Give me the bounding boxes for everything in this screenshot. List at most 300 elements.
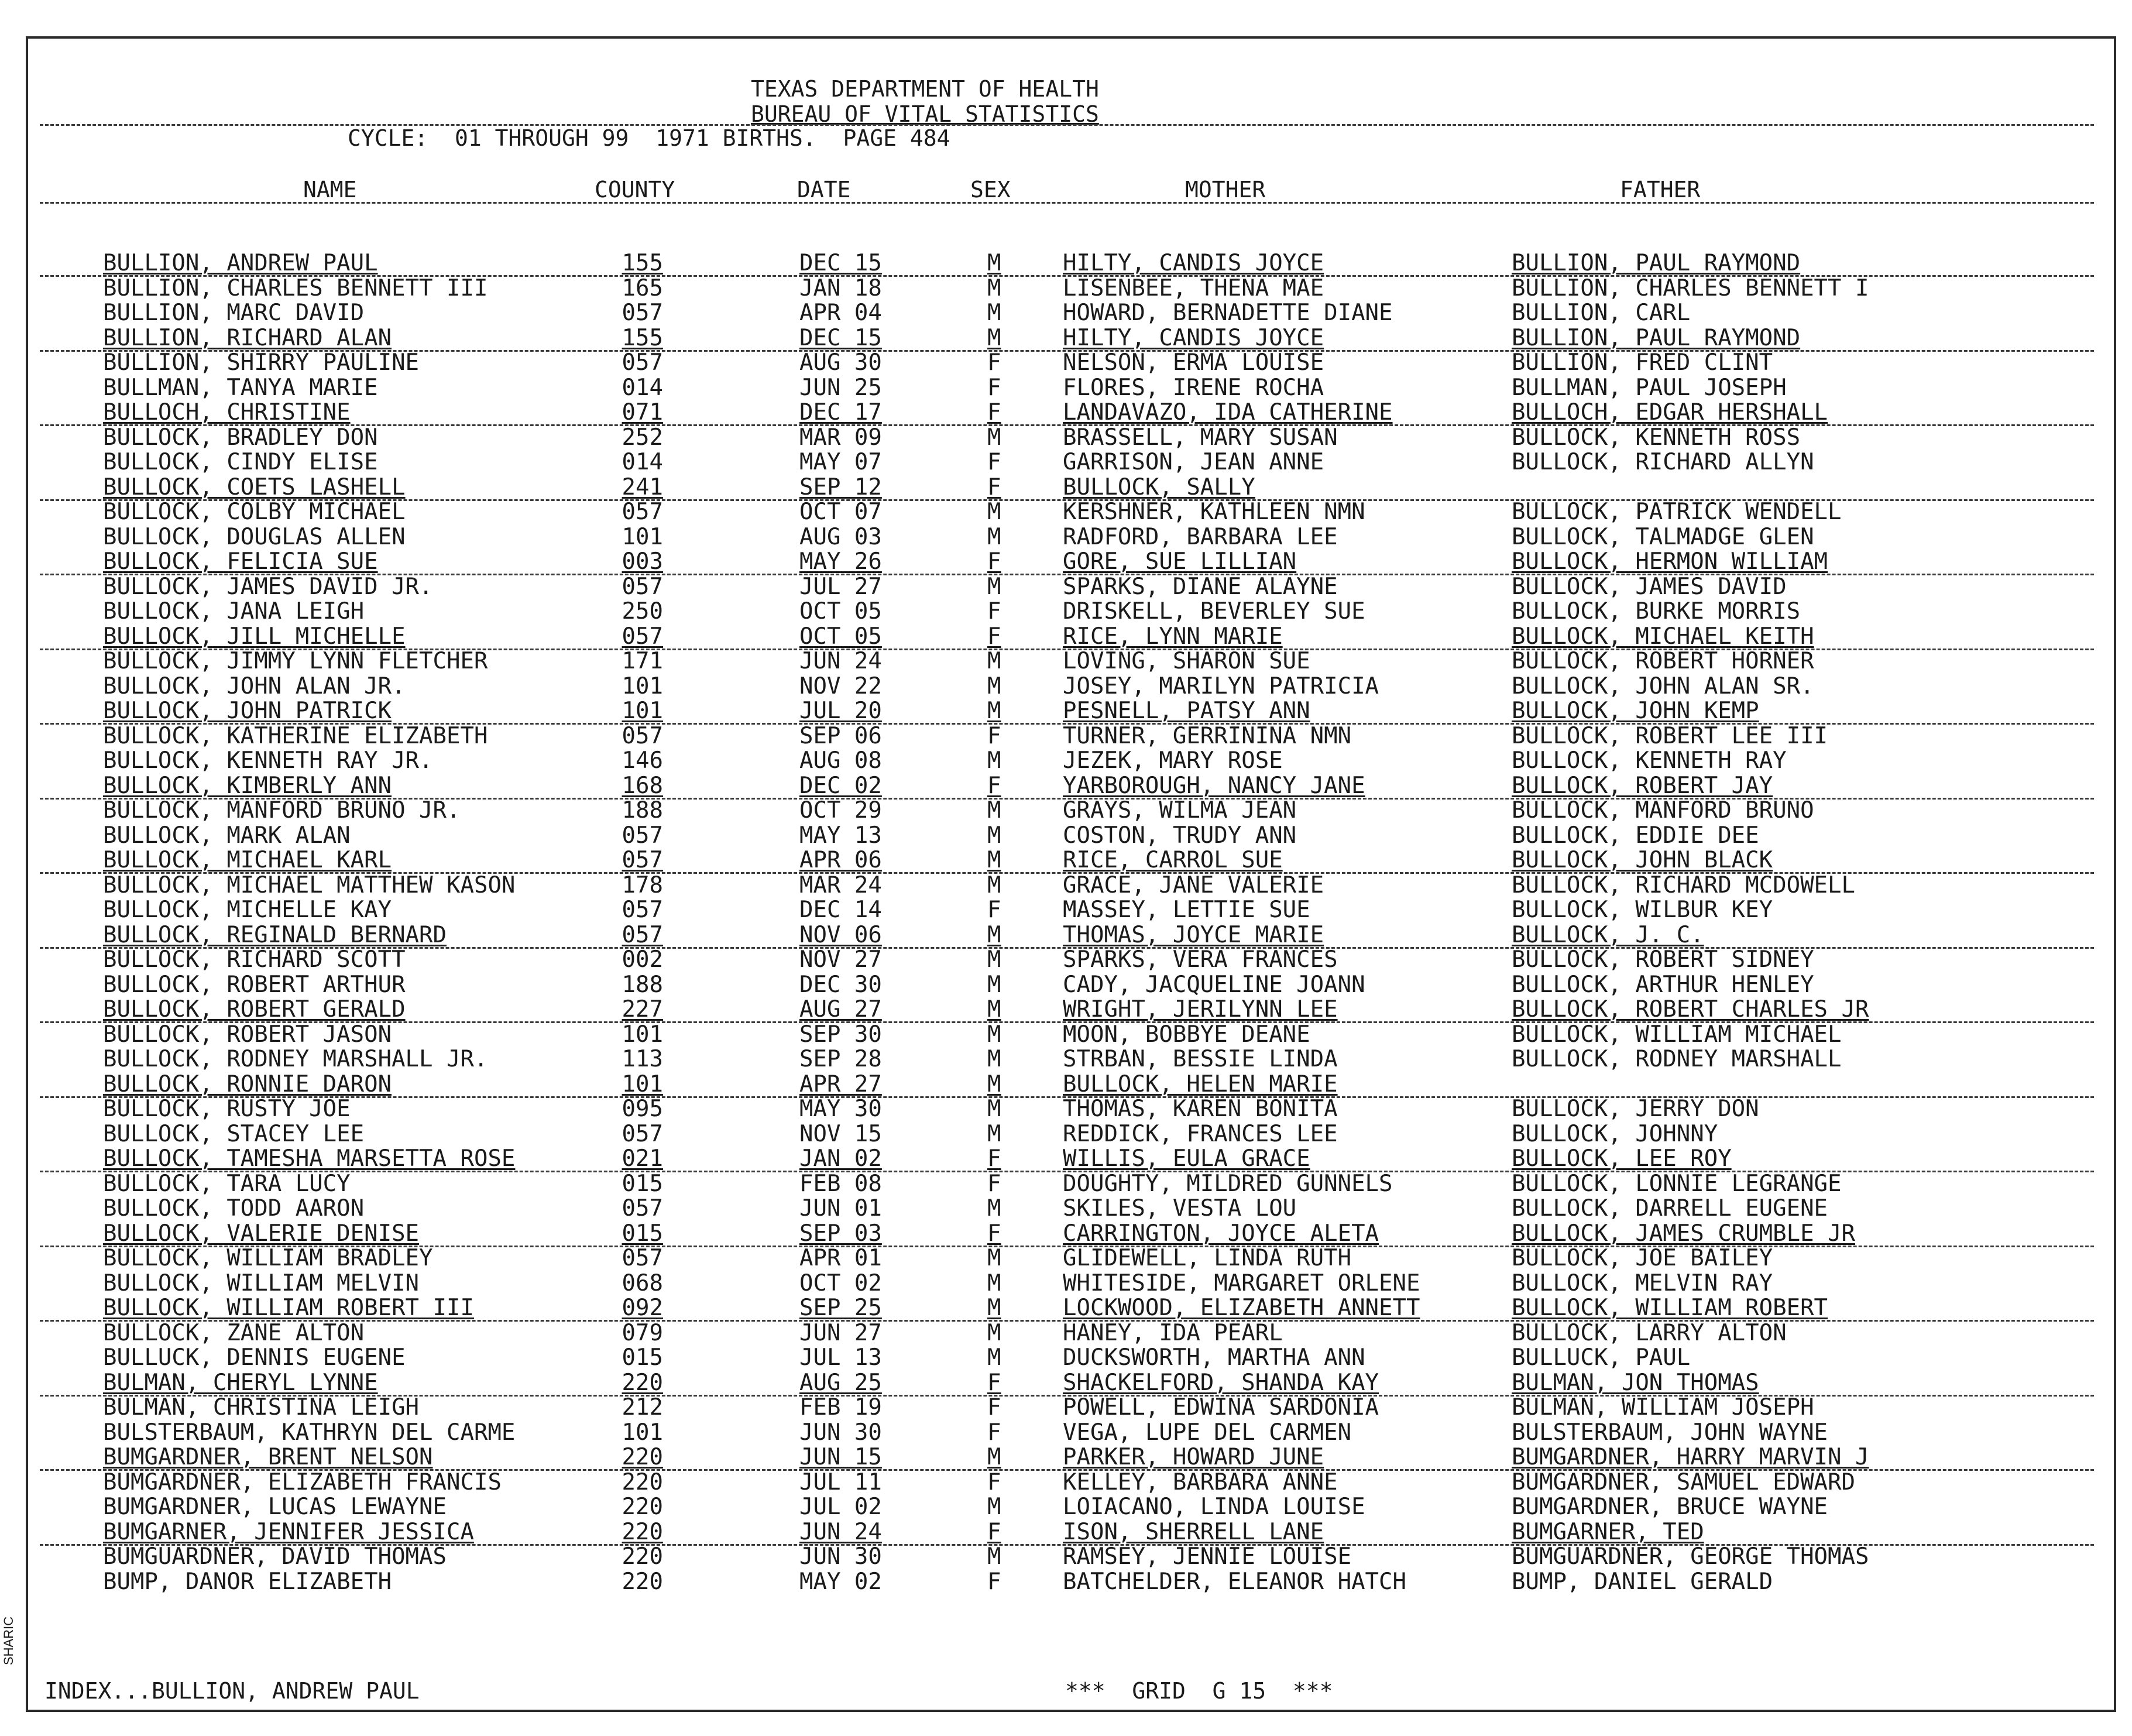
cell-father: BULSTERBAUM, JOHN WAYNE: [1512, 1419, 1828, 1446]
cell-father: BULLION, CHARLES BENNETT I: [1512, 275, 1869, 301]
cell-county: 057: [622, 822, 663, 849]
cell-date: AUG 27: [799, 996, 882, 1023]
cell-name: BULLOCK, JAMES DAVID JR.: [103, 573, 433, 600]
table-row: [0, 1446, 2132, 1471]
cell-name: BULLOCK, RONNIE DARON: [103, 1071, 392, 1097]
cell-date: AUG 30: [799, 349, 882, 376]
cell-date: JUL 02: [799, 1494, 882, 1520]
cell-father: BUMGARNER, TED: [1512, 1518, 1704, 1545]
table-row: [0, 1222, 2132, 1247]
cell-name: BUMGUARDNER, DAVID THOMAS: [103, 1543, 447, 1570]
cell-name: BULLOCK, ROBERT ARTHUR: [103, 971, 406, 998]
table-row: [0, 500, 2132, 526]
cell-date: JUN 01: [799, 1195, 882, 1222]
cell-mother: GLIDEWELL, LINDA RUTH: [1063, 1245, 1352, 1271]
cell-county: 057: [622, 847, 663, 873]
cell-date: NOV 27: [799, 946, 882, 973]
cell-father: BULLOCK, RICHARD ALLYN: [1512, 449, 1814, 475]
cell-sex: M: [987, 1270, 1001, 1296]
cell-father: BULLOCK, MELVIN RAY: [1512, 1270, 1773, 1296]
cell-mother: CARRINGTON, JOYCE ALETA: [1063, 1220, 1379, 1247]
cell-mother: HANEY, IDA PEARL: [1063, 1319, 1283, 1346]
table-row: [0, 1471, 2132, 1496]
table-row: [0, 849, 2132, 874]
cell-date: NOV 22: [799, 673, 882, 699]
cell-county: 101: [622, 1419, 663, 1446]
table-row: [0, 277, 2132, 302]
cell-date: OCT 02: [799, 1270, 882, 1296]
cell-name: BULLOCK, REGINALD BERNARD: [103, 921, 447, 948]
cell-father: BULLMAN, PAUL JOSEPH: [1512, 374, 1787, 401]
cell-mother: DRISKELL, BEVERLEY SUE: [1063, 598, 1365, 625]
table-row: [0, 699, 2132, 725]
cell-date: MAY 26: [799, 548, 882, 575]
table-row: [0, 1147, 2132, 1172]
cell-name: BULSTERBAUM, KATHRYN DEL CARME: [103, 1419, 516, 1446]
cell-mother: WILLIS, EULA GRACE: [1063, 1145, 1310, 1172]
cell-sex: M: [987, 946, 1001, 973]
cell-date: DEC 17: [799, 399, 882, 426]
table-row: [0, 1421, 2132, 1446]
cell-date: FEB 08: [799, 1170, 882, 1197]
cell-father: BULLOCK, ROBERT LEE III: [1512, 722, 1828, 749]
cell-mother: RICE, CARROL SUE: [1063, 847, 1283, 873]
cell-father: BULLOCK, ARTHUR HENLEY: [1512, 971, 1814, 998]
cell-sex: M: [987, 1046, 1001, 1072]
cell-mother: LISENBEE, THENA MAE: [1063, 275, 1324, 301]
cell-county: 057: [622, 349, 663, 376]
cell-county: 155: [622, 250, 663, 276]
cell-sex: F: [987, 399, 1001, 426]
bureau-title: BUREAU OF VITAL STATISTICS: [751, 101, 1099, 127]
cell-father: BULLOCK, BURKE MORRIS: [1512, 598, 1801, 625]
column-header-sex: SEX: [970, 177, 1011, 203]
cell-mother: JEZEK, MARY ROSE: [1063, 747, 1283, 774]
table-row: [0, 401, 2132, 426]
cell-date: JAN 02: [799, 1145, 882, 1172]
cell-name: BUMGARNER, JENNIFER JESSICA: [103, 1518, 474, 1545]
cell-name: BULMAN, CHERYL LYNNE: [103, 1369, 378, 1396]
cell-sex: M: [987, 847, 1001, 873]
cell-county: 220: [622, 1369, 663, 1396]
cell-date: DEC 14: [799, 897, 882, 923]
table-row: [0, 1495, 2132, 1521]
table-row: [0, 675, 2132, 700]
table-row: [0, 1272, 2132, 1297]
cell-name: BUMGARDNER, LUCAS LEWAYNE: [103, 1494, 447, 1520]
cell-county: 057: [622, 300, 663, 326]
cell-county: 057: [622, 722, 663, 749]
cell-date: SEP 06: [799, 722, 882, 749]
table-row: [0, 1346, 2132, 1371]
cell-date: JUN 25: [799, 374, 882, 401]
cell-county: 188: [622, 797, 663, 824]
cell-name: BUMP, DANOR ELIZABETH: [103, 1568, 392, 1595]
cell-mother: REDDICK, FRANCES LEE: [1063, 1120, 1338, 1147]
cell-father: BULLOCK, RODNEY MARSHALL: [1512, 1046, 1842, 1072]
cell-father: BULLOCK, PATRICK WENDELL: [1512, 499, 1842, 525]
cell-county: 220: [622, 1469, 663, 1495]
cell-mother: POWELL, EDWINA SARDONIA: [1063, 1394, 1379, 1421]
cell-father: BULLOCK, HERMON WILLIAM: [1512, 548, 1828, 575]
cell-mother: PESNELL, PATSY ANN: [1063, 698, 1310, 724]
table-row: [0, 1073, 2132, 1098]
cell-mother: BULLOCK, HELEN MARIE: [1063, 1071, 1338, 1097]
cell-sex: M: [987, 822, 1001, 849]
cell-date: JUN 24: [799, 1518, 882, 1545]
cell-date: MAY 30: [799, 1096, 882, 1122]
grid-footer: *** GRID G 15 ***: [1065, 1678, 1333, 1704]
cell-name: BULLUCK, DENNIS EUGENE: [103, 1344, 406, 1371]
cell-sex: F: [987, 1419, 1001, 1446]
cell-mother: STRBAN, BESSIE LINDA: [1063, 1046, 1338, 1072]
cell-father: BULLOCK, EDDIE DEE: [1512, 822, 1759, 849]
table-row: [0, 1197, 2132, 1222]
cell-date: JUN 30: [799, 1543, 882, 1570]
column-header-name: NAME: [303, 177, 357, 203]
cell-name: BULLOCK, JIMMY LYNN FLETCHER: [103, 648, 488, 674]
cell-county: 014: [622, 449, 663, 475]
table-row: [0, 1545, 2132, 1570]
cell-county: 146: [622, 747, 663, 774]
cell-mother: VEGA, LUPE DEL CARMEN: [1063, 1419, 1352, 1446]
cell-sex: M: [987, 996, 1001, 1023]
table-row: [0, 1570, 2132, 1596]
cell-mother: ISON, SHERRELL LANE: [1063, 1518, 1324, 1545]
cell-date: SEP 28: [799, 1046, 882, 1072]
cell-sex: M: [987, 872, 1001, 898]
cell-mother: YARBOROUGH, NANCY JANE: [1063, 772, 1365, 799]
cell-mother: BRASSELL, MARY SUSAN: [1063, 424, 1338, 451]
table-row: [0, 1023, 2132, 1048]
cell-father: BULLOCK, TALMADGE GLEN: [1512, 523, 1814, 550]
agency-title: TEXAS DEPARTMENT OF HEALTH: [751, 76, 1099, 102]
cell-name: BULLOCK, ROBERT GERALD: [103, 996, 406, 1023]
column-header-county: COUNTY: [595, 177, 675, 203]
cell-date: SEP 03: [799, 1220, 882, 1247]
cell-date: OCT 07: [799, 499, 882, 525]
cell-name: BUMGARDNER, BRENT NELSON: [103, 1444, 433, 1470]
column-header-date: DATE: [797, 177, 851, 203]
cell-name: BULLOCK, MICHAEL KARL: [103, 847, 392, 873]
cell-sex: F: [987, 1220, 1001, 1247]
cell-sex: F: [987, 1369, 1001, 1396]
cell-father: BULLOCK, ROBERT JAY: [1512, 772, 1773, 799]
cell-father: BUMGARDNER, BRUCE WAYNE: [1512, 1494, 1828, 1520]
cell-mother: HILTY, CANDIS JOYCE: [1063, 250, 1324, 276]
cell-sex: M: [987, 698, 1001, 724]
cell-father: BULLOCK, WILLIAM MICHAEL: [1512, 1021, 1842, 1048]
table-row: [0, 1371, 2132, 1397]
cell-county: 252: [622, 424, 663, 451]
cell-father: BULLOCK, WILLIAM ROBERT: [1512, 1295, 1828, 1321]
cell-sex: F: [987, 623, 1001, 650]
cell-county: 014: [622, 374, 663, 401]
table-row: [0, 550, 2132, 575]
cell-name: BULLOCK, JOHN ALAN JR.: [103, 673, 406, 699]
cell-sex: M: [987, 250, 1001, 276]
cell-mother: NELSON, ERMA LOUISE: [1063, 349, 1324, 376]
cell-sex: F: [987, 1568, 1001, 1595]
cell-father: BULMAN, WILLIAM JOSEPH: [1512, 1394, 1814, 1421]
cell-father: BULLION, CARL: [1512, 300, 1691, 326]
cell-sex: M: [987, 499, 1001, 525]
cell-county: 155: [622, 324, 663, 351]
cell-county: 101: [622, 698, 663, 724]
cell-county: 003: [622, 548, 663, 575]
cell-mother: MOON, BOBBYE DEANE: [1063, 1021, 1310, 1048]
cell-father: BULLOCK, ROBERT CHARLES JR: [1512, 996, 1869, 1023]
cell-sex: M: [987, 1494, 1001, 1520]
cell-sex: M: [987, 797, 1001, 824]
table-row: [0, 600, 2132, 625]
table-row: [0, 824, 2132, 849]
cell-county: 101: [622, 673, 663, 699]
table-row: [0, 722, 2132, 750]
table-row: [0, 1296, 2132, 1322]
cell-date: AUG 03: [799, 523, 882, 550]
cell-county: 015: [622, 1220, 663, 1247]
cell-father: BUMP, DANIEL GERALD: [1512, 1568, 1773, 1595]
cell-sex: M: [987, 1295, 1001, 1321]
cycle-line: CYCLE: 01 THROUGH 99 1971 BIRTHS. PAGE 484: [348, 125, 950, 151]
cell-sex: M: [987, 1195, 1001, 1222]
cell-father: BULLION, PAUL RAYMOND: [1512, 324, 1801, 351]
cell-date: FEB 19: [799, 1394, 882, 1421]
cell-sex: M: [987, 1021, 1001, 1048]
table-row: [0, 476, 2132, 501]
cell-name: BULLOCK, TARA LUCY: [103, 1170, 351, 1197]
table-row: [0, 650, 2132, 675]
table-row: [0, 1120, 2132, 1148]
cell-name: BULLOCK, RICHARD SCOTT: [103, 946, 406, 973]
cell-sex: F: [987, 722, 1001, 749]
cell-name: BULMAN, CHRISTINA LEIGH: [103, 1394, 420, 1421]
cell-name: BULLOCK, JANA LEIGH: [103, 598, 365, 625]
cell-mother: SPARKS, DIANE ALAYNE: [1063, 573, 1338, 600]
cell-sex: F: [987, 897, 1001, 923]
cell-county: 241: [622, 474, 663, 500]
cell-name: BULLION, SHIRRY PAULINE: [103, 349, 420, 376]
cell-date: MAY 02: [799, 1568, 882, 1595]
cell-mother: DOUGHTY, MILDRED GUNNELS: [1063, 1170, 1393, 1197]
cell-mother: GRAYS, WILMA JEAN: [1063, 797, 1297, 824]
cell-mother: KELLEY, BARBARA ANNE: [1063, 1469, 1338, 1495]
cell-sex: F: [987, 1145, 1001, 1172]
cell-date: JUL 20: [799, 698, 882, 724]
cell-father: BULLION, FRED CLINT: [1512, 349, 1773, 376]
cell-date: MAY 07: [799, 449, 882, 475]
cell-date: APR 06: [799, 847, 882, 873]
cell-county: 057: [622, 1195, 663, 1222]
cell-date: JUN 15: [799, 1444, 882, 1470]
cell-mother: HOWARD, BERNADETTE DIANE: [1063, 300, 1393, 326]
cell-father: BULLOCK, KENNETH RAY: [1512, 747, 1787, 774]
column-header-rule: [40, 202, 2094, 204]
index-footer: INDEX...BULLION, ANDREW PAUL: [44, 1678, 420, 1704]
cell-date: JUN 30: [799, 1419, 882, 1446]
cell-date: OCT 05: [799, 623, 882, 650]
cell-name: BULLOCK, DOUGLAS ALLEN: [103, 523, 406, 550]
cell-date: MAR 24: [799, 872, 882, 898]
table-row: [0, 1247, 2132, 1272]
cell-name: BULLOCK, RUSTY JOE: [103, 1096, 351, 1122]
cell-date: AUG 08: [799, 747, 882, 774]
cell-name: BULLOCK, MICHAEL MATTHEW KASON: [103, 872, 516, 898]
table-row: [0, 874, 2132, 899]
cell-county: 057: [622, 499, 663, 525]
cell-father: BULLOCK, JOHN ALAN SR.: [1512, 673, 1814, 699]
cell-father: BULLOCK, JOHN KEMP: [1512, 698, 1759, 724]
cell-date: JUL 11: [799, 1469, 882, 1495]
cell-name: BULLOCK, JILL MICHELLE: [103, 623, 406, 650]
cell-name: BULLOCK, KIMBERLY ANN: [103, 772, 392, 799]
cell-county: 220: [622, 1518, 663, 1545]
cell-mother: TURNER, GERRININA NMN: [1063, 722, 1352, 749]
cell-name: BULLMAN, TANYA MARIE: [103, 374, 378, 401]
table-row: [0, 1518, 2132, 1546]
cell-mother: GORE, SUE LILLIAN: [1063, 548, 1297, 575]
cell-date: MAY 13: [799, 822, 882, 849]
cell-sex: M: [987, 747, 1001, 774]
cell-date: MAR 09: [799, 424, 882, 451]
cell-county: 095: [622, 1096, 663, 1122]
cell-name: BULLOCK, JOHN PATRICK: [103, 698, 392, 724]
cell-father: BULLOCK, LEE ROY: [1512, 1145, 1732, 1172]
table-row: [0, 1396, 2132, 1421]
cell-father: BULLOCK, J. C.: [1512, 921, 1704, 948]
cell-name: BULLOCK, KATHERINE ELIZABETH: [103, 722, 488, 749]
cell-county: 188: [622, 971, 663, 998]
table-row: [0, 625, 2132, 650]
cell-name: BULLOCK, CINDY ELISE: [103, 449, 378, 475]
cell-mother: WRIGHT, JERILYNN LEE: [1063, 996, 1338, 1023]
cell-date: SEP 30: [799, 1021, 882, 1048]
table-row: [0, 1097, 2132, 1123]
cell-name: BULLOCK, STACEY LEE: [103, 1120, 365, 1147]
cell-sex: F: [987, 474, 1001, 500]
cell-father: BULLOCK, DARRELL EUGENE: [1512, 1195, 1828, 1222]
cell-name: BULLOCK, COLBY MICHAEL: [103, 499, 406, 525]
table-row: [0, 898, 2132, 924]
cell-mother: SKILES, VESTA LOU: [1063, 1195, 1297, 1222]
cell-date: JUN 24: [799, 648, 882, 674]
cell-mother: WHITESIDE, MARGARET ORLENE: [1063, 1270, 1420, 1296]
cell-county: 178: [622, 872, 663, 898]
cell-name: BULLOCK, MARK ALAN: [103, 822, 351, 849]
cell-date: NOV 06: [799, 921, 882, 948]
cell-father: BULLOCK, WILBUR KEY: [1512, 897, 1773, 923]
cell-sex: M: [987, 300, 1001, 326]
cell-sex: F: [987, 1469, 1001, 1495]
cell-father: BULLOCH, EDGAR HERSHALL: [1512, 399, 1828, 426]
cell-name: BULLOCH, CHRISTINE: [103, 399, 351, 426]
cell-name: BULLOCK, ZANE ALTON: [103, 1319, 365, 1346]
cell-name: BULLOCK, WILLIAM ROBERT III: [103, 1295, 474, 1321]
cell-name: BULLOCK, RODNEY MARSHALL JR.: [103, 1046, 488, 1072]
cell-name: BUMGARDNER, ELIZABETH FRANCIS: [103, 1469, 502, 1495]
cell-sex: M: [987, 424, 1001, 451]
cell-sex: M: [987, 1344, 1001, 1371]
cell-father: BUMGUARDNER, GEORGE THOMAS: [1512, 1543, 1869, 1570]
table-row: [0, 774, 2132, 800]
cell-mother: MASSEY, LETTIE SUE: [1063, 897, 1310, 923]
table-row: [0, 1172, 2132, 1198]
cell-mother: HILTY, CANDIS JOYCE: [1063, 324, 1324, 351]
cell-father: BULLOCK, LONNIE LEGRANGE: [1512, 1170, 1842, 1197]
cell-sex: M: [987, 1319, 1001, 1346]
cell-mother: GRACE, JANE VALERIE: [1063, 872, 1324, 898]
cell-father: BULLOCK, RICHARD MCDOWELL: [1512, 872, 1855, 898]
cell-name: BULLOCK, MANFORD BRUNO JR.: [103, 797, 461, 824]
cell-mother: DUCKSWORTH, MARTHA ANN: [1063, 1344, 1365, 1371]
table-row: [0, 749, 2132, 774]
cell-sex: F: [987, 1394, 1001, 1421]
cell-sex: F: [987, 1518, 1001, 1545]
cell-county: 250: [622, 598, 663, 625]
cell-mother: SHACKELFORD, SHANDA KAY: [1063, 1369, 1379, 1396]
cell-sex: M: [987, 921, 1001, 948]
cell-father: BULLOCK, JOE BAILEY: [1512, 1245, 1773, 1271]
cell-county: 171: [622, 648, 663, 674]
cell-date: APR 01: [799, 1245, 882, 1271]
cell-county: 220: [622, 1568, 663, 1595]
table-row: [0, 523, 2132, 551]
cell-name: BULLOCK, TODD AARON: [103, 1195, 365, 1222]
cell-county: 113: [622, 1046, 663, 1072]
cell-mother: RAMSEY, JENNIE LOUISE: [1063, 1543, 1352, 1570]
cell-sex: M: [987, 1096, 1001, 1122]
cell-father: BULLOCK, JAMES DAVID: [1512, 573, 1787, 600]
table-row: [0, 301, 2132, 327]
table-row: [0, 351, 2132, 376]
cell-father: BULLOCK, JOHNNY: [1512, 1120, 1718, 1147]
cell-father: BULLOCK, LARRY ALTON: [1512, 1319, 1787, 1346]
cell-name: BULLOCK, WILLIAM BRADLEY: [103, 1245, 433, 1271]
cell-name: BULLION, CHARLES BENNETT III: [103, 275, 488, 301]
cell-mother: LOIACANO, LINDA LOUISE: [1063, 1494, 1365, 1520]
cell-date: OCT 29: [799, 797, 882, 824]
cell-county: 212: [622, 1394, 663, 1421]
cell-mother: LANDAVAZO, IDA CATHERINE: [1063, 399, 1393, 426]
cell-father: BULLION, PAUL RAYMOND: [1512, 250, 1801, 276]
cell-date: APR 04: [799, 300, 882, 326]
cell-date: DEC 15: [799, 250, 882, 276]
cell-mother: GARRISON, JEAN ANNE: [1063, 449, 1324, 475]
cell-name: BULLOCK, TAMESHA MARSETTA ROSE: [103, 1145, 516, 1172]
cell-sex: M: [987, 1444, 1001, 1470]
table-row: [0, 1319, 2132, 1347]
cell-county: 079: [622, 1319, 663, 1346]
cell-mother: LOVING, SHARON SUE: [1063, 648, 1310, 674]
cell-mother: CADY, JACQUELINE JOANN: [1063, 971, 1365, 998]
cell-date: NOV 15: [799, 1120, 882, 1147]
cell-sex: F: [987, 449, 1001, 475]
cell-sex: F: [987, 374, 1001, 401]
cell-county: 057: [622, 573, 663, 600]
cell-county: 101: [622, 1021, 663, 1048]
cell-father: BULLOCK, MANFORD BRUNO: [1512, 797, 1814, 824]
cell-county: 165: [622, 275, 663, 301]
cell-date: DEC 15: [799, 324, 882, 351]
cell-mother: RICE, LYNN MARIE: [1063, 623, 1283, 650]
cell-county: 071: [622, 399, 663, 426]
cell-name: BULLOCK, MICHELLE KAY: [103, 897, 392, 923]
cell-mother: FLORES, IRENE ROCHA: [1063, 374, 1324, 401]
cell-county: 220: [622, 1543, 663, 1570]
cell-father: BULLOCK, ROBERT HORNER: [1512, 648, 1814, 674]
cell-county: 021: [622, 1145, 663, 1172]
